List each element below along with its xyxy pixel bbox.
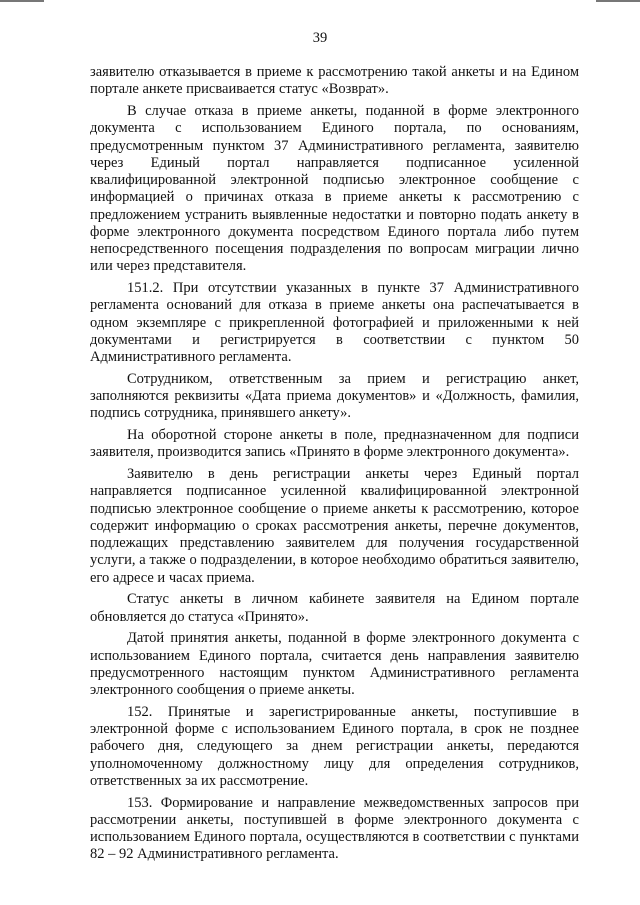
paragraph-152: 152. Принятые и зарегистрированные анкеты, поступившие в электронной форме с использованием Единого портала, в срок не позднее рабочего дня, следующего за днем регистрации анкеты, передаются уполномоченному должностному лицу для определения сотрудников, ответственных за их рассмотрение. <box>90 703 579 789</box>
paragraph-refusal-notice: В случае отказа в приеме анкеты, поданной в форме электронного документа с использованием Единого портала, по основаниям, предусмотренным пунктом 37 Административного регламента, заявителю через Единый портал направляется подписанное усиленной квалифицированной электронной подписью электронное сообщение с информацией о причинах отказа в приеме анкеты к рассмотрению с предложением устранить выявленные недостатки и повторно подать анкету в форме электронного документа посредством Единого портала либо путем непосредственного посещения подразделения по вопросам миграции лично или через представителя. <box>90 103 579 275</box>
paragraph-153: 153. Формирование и направление межведомственных запросов при рассмотрении анкеты, поступившей в форме электронного документа с использованием Единого портала, осуществляются в соответствии с пунктами 82 – 92 Административного регламента. <box>90 794 579 863</box>
scan-edge-mark-left <box>0 0 44 2</box>
paragraph-151-2: 151.2. При отсутствии указанных в пункте 37 Административного регламента оснований для отказа в приеме анкеты она распечатывается в одном экземпляре с прикрепленной фотографией и приложенными к ней документами и регистрируется в соответствии с пунктом 50 Административного регламента. <box>90 280 579 365</box>
paragraph-registration-details: Сотрудником, ответственным за прием и регистрацию анкет, заполняются реквизиты «Дата приема документов» и «Должность, фамилия, подпись сотрудника, принявшего анкету». <box>90 370 579 422</box>
paragraph-continuation: заявителю отказывается в приеме к рассмотрению такой анкеты и на Едином портале анкете присваивается статус «Возврат». <box>90 64 579 98</box>
paragraph-reverse-side-record: На оборотной стороне анкеты в поле, предназначенном для подписи заявителя, производится запись «Принято в форме электронного документа». <box>90 427 579 461</box>
paragraph-status-update: Статус анкеты в личном кабинете заявителя на Едином портале обновляется до статуса «Принято». <box>90 591 579 625</box>
paragraph-acceptance-message: Заявителю в день регистрации анкеты через Единый портал направляется подписанное усиленной квалифицированной электронной подписью электронное сообщение о приеме анкеты к рассмотрению, которое содержит информацию о сроках рассмотрения анкеты, перечне документов, подлежащих представлению заявителем для получения государственной услуги, а также о подразделении, в которое необходимо обратиться заявителю, его адресе и часах приема. <box>90 466 579 586</box>
document-body <box>90 64 579 868</box>
paragraph-acceptance-date: Датой принятия анкеты, поданной в форме электронного документа с использованием Единого портала, считается день направления заявителю предусмотренного настоящим пунктом Административного регламента электронного сообщения о приеме анкеты. <box>90 630 579 698</box>
page-number: 39 <box>312 30 328 46</box>
scan-edge-mark-right <box>596 0 640 2</box>
